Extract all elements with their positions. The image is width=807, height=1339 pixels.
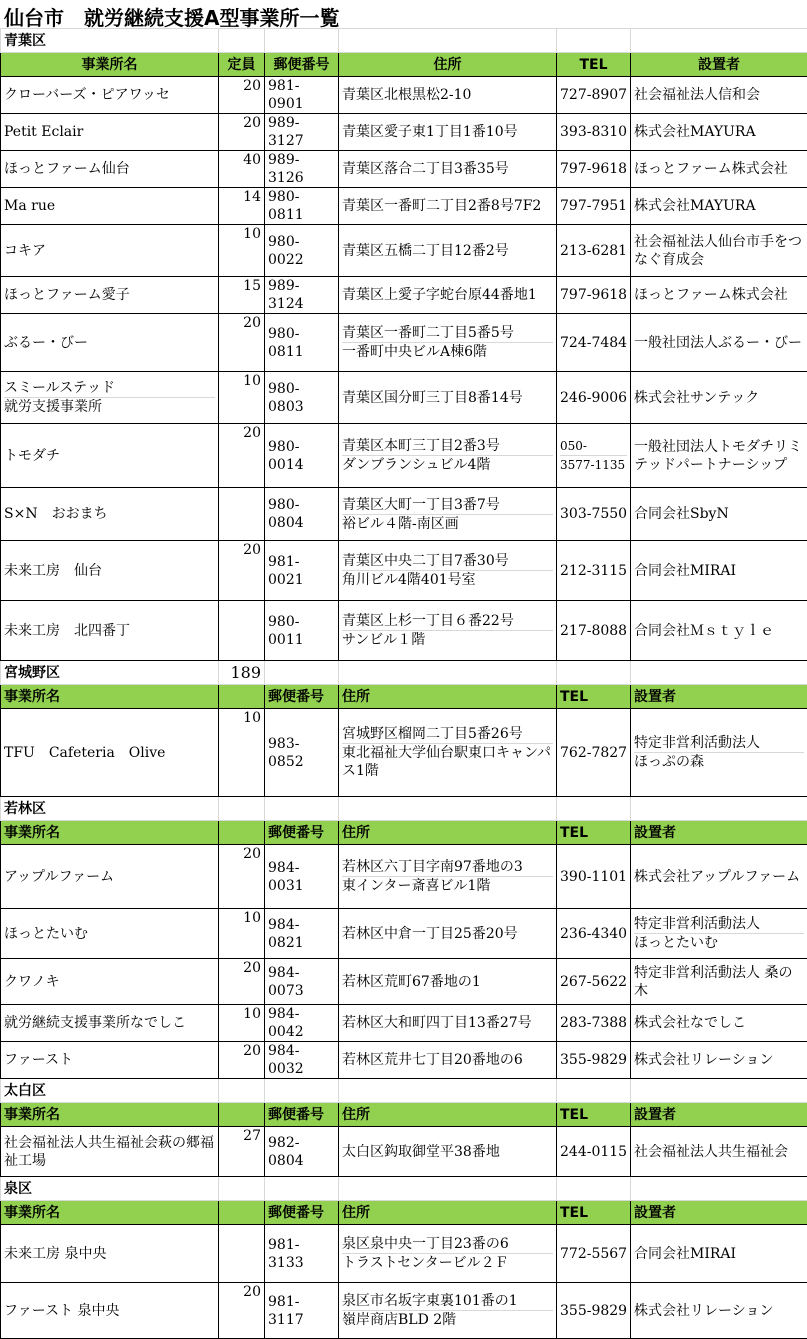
ward-name: 若林区 bbox=[1, 797, 219, 821]
facility-name: ファースト 泉中央 bbox=[1, 1283, 219, 1339]
operator: 合同会社MIRAI bbox=[631, 541, 807, 601]
facility-name: ほっとたいむ bbox=[1, 909, 219, 959]
facility-name: ファースト bbox=[1, 1042, 219, 1079]
empty-cell bbox=[557, 1177, 631, 1201]
empty-cell bbox=[339, 797, 557, 821]
table-row bbox=[1, 909, 807, 959]
table-row bbox=[1, 1225, 807, 1283]
ward-name: 宮城野区 bbox=[1, 661, 219, 685]
column-header: 住所 bbox=[339, 53, 557, 77]
address bbox=[339, 488, 557, 541]
table-row bbox=[1, 1127, 807, 1177]
telephone: 246-9006 bbox=[557, 372, 631, 424]
capacity bbox=[219, 1225, 265, 1283]
operator: 株式会社なでしこ bbox=[631, 1005, 807, 1042]
column-header: TEL bbox=[557, 1201, 631, 1225]
postal-code: 984-0042 bbox=[265, 1005, 339, 1042]
column-header: 設置者 bbox=[631, 685, 807, 709]
header-row bbox=[1, 685, 807, 709]
postal-code: 981-3133 bbox=[265, 1225, 339, 1283]
facility-name: 未来工房 仙台 bbox=[1, 541, 219, 601]
empty-cell bbox=[557, 661, 631, 685]
capacity: 14 bbox=[219, 188, 265, 225]
column-header: 定員 bbox=[219, 53, 265, 77]
facility-name-line2: 就労支援事業所 bbox=[4, 397, 215, 416]
facility-name bbox=[1, 372, 219, 424]
address: 青葉区落合二丁目3番35号 bbox=[339, 151, 557, 188]
table-row bbox=[1, 1005, 807, 1042]
column-header: 住所 bbox=[339, 1201, 557, 1225]
address: 青葉区国分町三丁目8番14号 bbox=[339, 372, 557, 424]
address-line2: トラストセンタービル２Ｆ bbox=[342, 1253, 553, 1272]
table-row bbox=[1, 1042, 807, 1079]
column-header bbox=[219, 1103, 265, 1127]
table-row bbox=[1, 845, 807, 909]
address: 若林区大和町四丁目13番27号 bbox=[339, 1005, 557, 1042]
postal-code: 984-0031 bbox=[265, 845, 339, 909]
empty-cell bbox=[631, 1079, 807, 1103]
table-row bbox=[1, 424, 807, 488]
column-header bbox=[219, 821, 265, 845]
telephone: 390-1101 bbox=[557, 845, 631, 909]
column-header: 事業所名 bbox=[1, 685, 219, 709]
empty-cell bbox=[631, 1177, 807, 1201]
column-header: TEL bbox=[557, 685, 631, 709]
ward-name: 泉区 bbox=[1, 1177, 219, 1201]
facility-name: Petit Eclair bbox=[1, 114, 219, 151]
postal-code: 989-3126 bbox=[265, 151, 339, 188]
table-row bbox=[1, 151, 807, 188]
empty-cell bbox=[339, 29, 557, 53]
postal-code: 983-0852 bbox=[265, 709, 339, 797]
facility-name: ほっとファーム愛子 bbox=[1, 277, 219, 314]
telephone: 797-9618 bbox=[557, 151, 631, 188]
address: 若林区荒井七丁目20番地の6 bbox=[339, 1042, 557, 1079]
column-header: TEL bbox=[557, 821, 631, 845]
telephone: 772-5567 bbox=[557, 1225, 631, 1283]
address: 青葉区上愛子字蛇台原44番地1 bbox=[339, 277, 557, 314]
operator-line2: ほっぷの森 bbox=[634, 752, 804, 771]
operator: 社会福祉法人信和会 bbox=[631, 77, 807, 114]
telephone: 217-8088 bbox=[557, 601, 631, 661]
facility-name: 就労継続支援事業所なでしこ bbox=[1, 1005, 219, 1042]
column-header: 郵便番号 bbox=[265, 53, 339, 77]
address: 若林区中倉一丁目25番20号 bbox=[339, 909, 557, 959]
table-row bbox=[1, 277, 807, 314]
operator: 合同会社MIRAI bbox=[631, 1225, 807, 1283]
header-row bbox=[1, 53, 807, 77]
address-line2: 東北福祉大学仙台駅東口キャンパス1階 bbox=[342, 743, 553, 780]
address-line2: 裕ビル４階-南区画 bbox=[342, 514, 553, 533]
address-line2: ダンブランシュビル4階 bbox=[342, 455, 553, 474]
empty-cell bbox=[265, 1079, 339, 1103]
column-header: 郵便番号 bbox=[265, 1201, 339, 1225]
address: 青葉区一番町二丁目2番8号7F2 bbox=[339, 188, 557, 225]
header-row bbox=[1, 1201, 807, 1225]
facility-name-line1: スミールステッド bbox=[4, 379, 215, 397]
capacity bbox=[219, 601, 265, 661]
column-header: 設置者 bbox=[631, 53, 807, 77]
column-header bbox=[219, 685, 265, 709]
postal-code: 980-0022 bbox=[265, 225, 339, 277]
address-line1: 青葉区一番町二丁目5番5号 bbox=[342, 324, 553, 342]
telephone: 797-7951 bbox=[557, 188, 631, 225]
operator bbox=[631, 909, 807, 959]
ward-row bbox=[1, 797, 807, 821]
ward-total bbox=[219, 797, 265, 821]
empty-cell bbox=[265, 1177, 339, 1201]
address bbox=[339, 845, 557, 909]
ward-row bbox=[1, 1177, 807, 1201]
ward-name: 太白区 bbox=[1, 1079, 219, 1103]
empty-cell bbox=[339, 1177, 557, 1201]
column-header: 事業所名 bbox=[1, 53, 219, 77]
table-row bbox=[1, 488, 807, 541]
facility-name: 未来工房 泉中央 bbox=[1, 1225, 219, 1283]
column-header: 設置者 bbox=[631, 821, 807, 845]
operator-line1: 特定非営利活動法人 bbox=[634, 915, 804, 933]
column-header: 住所 bbox=[339, 821, 557, 845]
address: 若林区荒町67番地の1 bbox=[339, 959, 557, 1005]
address-line2: 嶺岸商店BLD 2階 bbox=[342, 1310, 553, 1329]
capacity: 10 bbox=[219, 372, 265, 424]
postal-code: 981-0901 bbox=[265, 77, 339, 114]
facility-name: TFU Cafeteria Olive bbox=[1, 709, 219, 797]
telephone: 727-8907 bbox=[557, 77, 631, 114]
facility-name: アップルファーム bbox=[1, 845, 219, 909]
capacity: 20 bbox=[219, 314, 265, 372]
ward-row bbox=[1, 1079, 807, 1103]
facility-name: ぶるー・びー bbox=[1, 314, 219, 372]
column-header: 住所 bbox=[339, 1103, 557, 1127]
operator: 社会福祉法人共生福祉会 bbox=[631, 1127, 807, 1177]
column-header: 郵便番号 bbox=[265, 821, 339, 845]
facility-name: クワノキ bbox=[1, 959, 219, 1005]
operator-line1: 特定非営利活動法人 bbox=[634, 734, 804, 752]
capacity: 27 bbox=[219, 1127, 265, 1177]
ward-name: 青葉区 bbox=[1, 29, 219, 53]
telephone bbox=[557, 424, 631, 488]
column-header: TEL bbox=[557, 1103, 631, 1127]
address-line1: 泉区市名坂字東裏101番の1 bbox=[342, 1292, 553, 1310]
telephone: 267-5622 bbox=[557, 959, 631, 1005]
address-line2: 一番町中央ビルA棟6階 bbox=[342, 342, 553, 361]
empty-cell bbox=[265, 29, 339, 53]
column-header: 設置者 bbox=[631, 1201, 807, 1225]
ward-total bbox=[219, 1079, 265, 1103]
ward-row bbox=[1, 29, 807, 53]
column-header: 郵便番号 bbox=[265, 685, 339, 709]
facility-name: トモダチ bbox=[1, 424, 219, 488]
table-row bbox=[1, 709, 807, 797]
postal-code: 984-0032 bbox=[265, 1042, 339, 1079]
telephone: 724-7484 bbox=[557, 314, 631, 372]
header-row bbox=[1, 821, 807, 845]
empty-cell bbox=[557, 1079, 631, 1103]
operator: 株式会社MAYURA bbox=[631, 114, 807, 151]
operator: 一般社団法人トモダチリミテッドパートナーシップ bbox=[631, 424, 807, 488]
ward-total bbox=[219, 1177, 265, 1201]
postal-code: 980-0803 bbox=[265, 372, 339, 424]
operator: 社会福祉法人仙台市手をつなぐ育成会 bbox=[631, 225, 807, 277]
telephone: 762-7827 bbox=[557, 709, 631, 797]
address-line1: 青葉区本町三丁目2番3号 bbox=[342, 437, 553, 455]
table-row bbox=[1, 601, 807, 661]
empty-cell bbox=[631, 29, 807, 53]
empty-cell bbox=[265, 661, 339, 685]
ward-total: 189 bbox=[219, 661, 265, 685]
operator: 株式会社MAYURA bbox=[631, 188, 807, 225]
address-line1: 青葉区中央二丁目7番30号 bbox=[342, 552, 553, 570]
capacity: 20 bbox=[219, 541, 265, 601]
postal-code: 982-0804 bbox=[265, 1127, 339, 1177]
address: 青葉区愛子東1丁目1番10号 bbox=[339, 114, 557, 151]
table-row bbox=[1, 1283, 807, 1339]
operator: 合同会社Ｍｓｔｙｌｅ bbox=[631, 601, 807, 661]
operator: 株式会社サンテック bbox=[631, 372, 807, 424]
postal-code: 980-0811 bbox=[265, 314, 339, 372]
postal-code: 989-3124 bbox=[265, 277, 339, 314]
facility-name: コキア bbox=[1, 225, 219, 277]
operator bbox=[631, 709, 807, 797]
empty-cell bbox=[339, 1079, 557, 1103]
telephone: 303-7550 bbox=[557, 488, 631, 541]
capacity: 20 bbox=[219, 1283, 265, 1339]
empty-cell bbox=[557, 29, 631, 53]
page-title: 仙台市 就労継続支援A型事業所一覧 bbox=[4, 2, 339, 31]
column-header: 設置者 bbox=[631, 1103, 807, 1127]
telephone-line2: 3577-1135 bbox=[560, 455, 627, 474]
facility-name: ほっとファーム仙台 bbox=[1, 151, 219, 188]
operator: 株式会社リレーション bbox=[631, 1283, 807, 1339]
column-header: 郵便番号 bbox=[265, 1103, 339, 1127]
column-header: 事業所名 bbox=[1, 1103, 219, 1127]
capacity: 40 bbox=[219, 151, 265, 188]
telephone: 283-7388 bbox=[557, 1005, 631, 1042]
table-row bbox=[1, 188, 807, 225]
address: 太白区鈎取御堂平38番地 bbox=[339, 1127, 557, 1177]
capacity: 20 bbox=[219, 845, 265, 909]
table-row bbox=[1, 541, 807, 601]
facility-name: クローバーズ・ピアワッセ bbox=[1, 77, 219, 114]
facility-name: S×N おおまち bbox=[1, 488, 219, 541]
postal-code: 981-3117 bbox=[265, 1283, 339, 1339]
capacity: 20 bbox=[219, 77, 265, 114]
capacity: 20 bbox=[219, 1042, 265, 1079]
address-line1: 泉区泉中央一丁目23番の6 bbox=[342, 1235, 553, 1253]
table-row bbox=[1, 225, 807, 277]
table-row bbox=[1, 114, 807, 151]
facility-name: 社会福祉法人共生福祉会萩の郷福祉工場 bbox=[1, 1127, 219, 1177]
telephone: 244-0115 bbox=[557, 1127, 631, 1177]
table-row bbox=[1, 959, 807, 1005]
postal-code: 980-0811 bbox=[265, 188, 339, 225]
operator: ほっとファーム株式会社 bbox=[631, 277, 807, 314]
address bbox=[339, 601, 557, 661]
address bbox=[339, 314, 557, 372]
facility-table bbox=[0, 28, 807, 1339]
ward-row bbox=[1, 661, 807, 685]
header-row bbox=[1, 1103, 807, 1127]
operator-line2: ほっとたいむ bbox=[634, 933, 804, 952]
telephone: 355-9829 bbox=[557, 1042, 631, 1079]
address bbox=[339, 541, 557, 601]
empty-cell bbox=[339, 661, 557, 685]
column-header: 事業所名 bbox=[1, 1201, 219, 1225]
telephone: 355-9829 bbox=[557, 1283, 631, 1339]
address-line1: 青葉区大町一丁目3番7号 bbox=[342, 496, 553, 514]
address-line1: 青葉区上杉一丁目６番22号 bbox=[342, 612, 553, 630]
address: 青葉区五橋二丁目12番2号 bbox=[339, 225, 557, 277]
telephone: 393-8310 bbox=[557, 114, 631, 151]
capacity: 10 bbox=[219, 225, 265, 277]
column-header: 住所 bbox=[339, 685, 557, 709]
telephone: 797-9618 bbox=[557, 277, 631, 314]
postal-code: 984-0821 bbox=[265, 909, 339, 959]
address bbox=[339, 1283, 557, 1339]
operator: 株式会社アップルファーム bbox=[631, 845, 807, 909]
telephone: 236-4340 bbox=[557, 909, 631, 959]
capacity: 15 bbox=[219, 277, 265, 314]
telephone: 212-3115 bbox=[557, 541, 631, 601]
capacity: 10 bbox=[219, 709, 265, 797]
operator: 一般社団法人ぶるー・びー bbox=[631, 314, 807, 372]
capacity: 20 bbox=[219, 424, 265, 488]
address-line2: 東インター斎喜ビル1階 bbox=[342, 876, 553, 895]
telephone: 213-6281 bbox=[557, 225, 631, 277]
capacity bbox=[219, 488, 265, 541]
address-line1: 宮城野区榴岡二丁目5番26号 bbox=[342, 725, 553, 743]
capacity: 10 bbox=[219, 1005, 265, 1042]
operator: 合同会社SbyN bbox=[631, 488, 807, 541]
postal-code: 980-0011 bbox=[265, 601, 339, 661]
empty-cell bbox=[631, 797, 807, 821]
facility-name: Ma rue bbox=[1, 188, 219, 225]
column-header: 事業所名 bbox=[1, 821, 219, 845]
address bbox=[339, 424, 557, 488]
table-row bbox=[1, 77, 807, 114]
empty-cell bbox=[631, 661, 807, 685]
table-row bbox=[1, 314, 807, 372]
address-line2: サンビル１階 bbox=[342, 630, 553, 649]
column-header: TEL bbox=[557, 53, 631, 77]
address: 青葉区北根黒松2-10 bbox=[339, 77, 557, 114]
operator: 特定非営利活動法人 桑の木 bbox=[631, 959, 807, 1005]
column-header bbox=[219, 1201, 265, 1225]
table-row bbox=[1, 372, 807, 424]
address bbox=[339, 709, 557, 797]
postal-code: 984-0073 bbox=[265, 959, 339, 1005]
postal-code: 980-0014 bbox=[265, 424, 339, 488]
capacity: 20 bbox=[219, 114, 265, 151]
empty-cell bbox=[557, 797, 631, 821]
postal-code: 989-3127 bbox=[265, 114, 339, 151]
postal-code: 981-0021 bbox=[265, 541, 339, 601]
address bbox=[339, 1225, 557, 1283]
operator: 株式会社リレーション bbox=[631, 1042, 807, 1079]
ward-total bbox=[219, 29, 265, 53]
operator: ほっとファーム株式会社 bbox=[631, 151, 807, 188]
capacity: 10 bbox=[219, 909, 265, 959]
address-line1: 若林区六丁目字南97番地の3 bbox=[342, 858, 553, 876]
capacity: 20 bbox=[219, 959, 265, 1005]
postal-code: 980-0804 bbox=[265, 488, 339, 541]
address-line2: 角川ビル4階401号室 bbox=[342, 570, 553, 589]
facility-name: 未来工房 北四番丁 bbox=[1, 601, 219, 661]
telephone-line1: 050- bbox=[560, 437, 627, 455]
empty-cell bbox=[265, 797, 339, 821]
